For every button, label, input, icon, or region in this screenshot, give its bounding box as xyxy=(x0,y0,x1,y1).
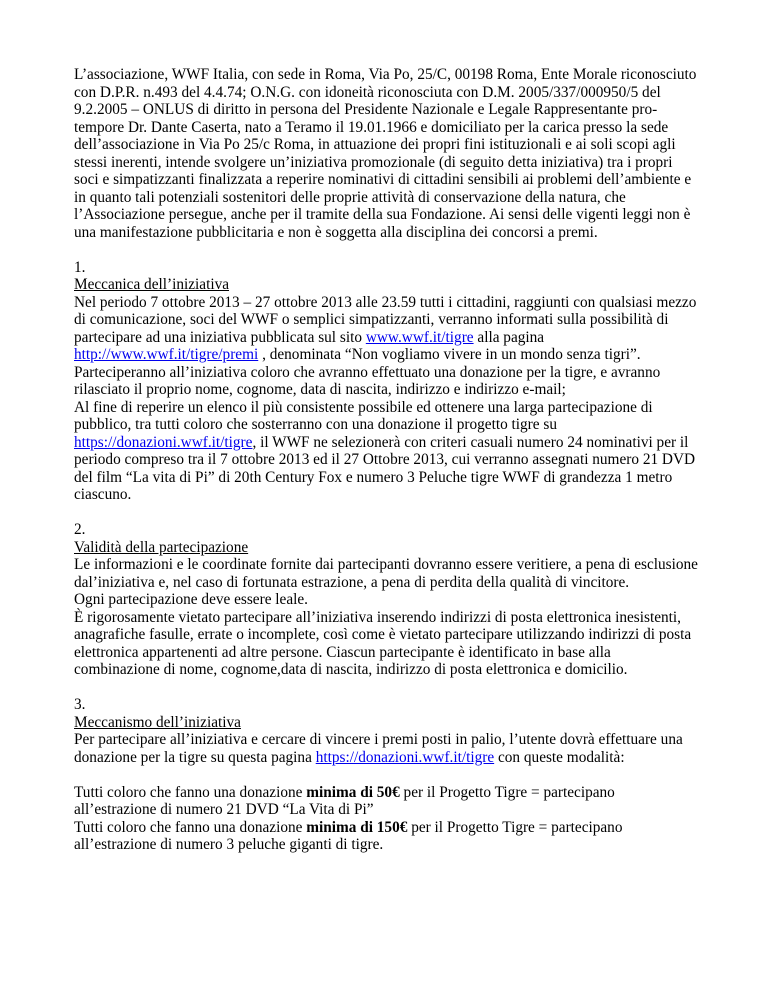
text-run: con queste modalità: xyxy=(494,748,625,766)
section-3 xyxy=(74,696,698,766)
section-1-paragraph-1 xyxy=(74,294,698,364)
section-2-paragraph-1: Le informazioni e le coordinate fornite dai partecipanti dovranno essere veritiere, a pena di esclusione dal’iniziativa e, nel caso di fortunata estrazione, a pena di perdita della qualità di vincitore. xyxy=(74,556,698,591)
section-2-number: 2. xyxy=(74,521,86,538)
document-page xyxy=(74,66,698,871)
section-2-title: Validità della partecipazione xyxy=(74,538,249,556)
text-run: , il WWF ne selezionerà con criteri casuali numero 24 nominativi per il periodo compreso tra il 7 ottobre 2013 ed il 27 Ottobre 2013, cui verranno assegnati numero 21 DVD del film “La vita di Pi” di 20th Century Fox e numero 3 Peluche tigre WWF di grandezza 1 metro ciascuno. xyxy=(74,433,696,503)
bold-amount-150: minima di 150€ xyxy=(306,818,408,836)
donazioni-tigre-link-2[interactable]: https://donazioni.wwf.it/tigre xyxy=(315,748,495,766)
text-run: Tutti coloro che fanno una donazione xyxy=(74,818,307,836)
section-1-paragraph-2: Parteciperanno all’iniziativa coloro che avranno effettuato una donazione per la tigre, e avranno rilasciato il proprio nome, cognome, data di nascita, indirizzo e indirizzo e-mail; xyxy=(74,363,661,398)
text-run: Tutti coloro che fanno una donazione xyxy=(74,783,307,801)
section-3-paragraph-1 xyxy=(74,731,698,766)
donazioni-tigre-link[interactable]: https://donazioni.wwf.it/tigre xyxy=(74,433,253,451)
section-2 xyxy=(74,521,698,679)
condition-150 xyxy=(74,819,698,854)
condition-50 xyxy=(74,784,698,819)
text-run: per il Progetto Tigre = partecipano all’estrazione di numero 21 DVD “La Vita di Pi” xyxy=(74,783,615,818)
wwf-tigre-premi-link[interactable]: http://www.wwf.it/tigre/premi xyxy=(74,346,259,363)
bold-amount-50: minima di 50€ xyxy=(306,783,400,801)
text-run: alla pagina xyxy=(473,328,545,346)
intro-paragraph: L’associazione, WWF Italia, con sede in Roma, Via Po, 25/C, 00198 Roma, Ente Morale riconosciuto con D.P.R. n.493 del 4.4.74; O.N.G. con idoneità riconosciuta con D.M. 2005/337/000950/5 del 9.2.2005 – ONLUS di diritto in persona del Presidente Nazionale e Legale Rappresentante pro-tempore Dr. Dante Caserta, nato a Teramo il 19.01.1966 e domiciliato per la carica presso la sede dell’associazione in Via Po 25/c Roma, in attuazione dei propri fini istituzionali e ai soli scopi agli stessi inerenti, intende svolgere un’iniziativa promozionale (di seguito detta iniziativa) tra i propri soci e simpatizzanti finalizzata a reperire nominativi di cittadini sensibili ai problemi dell’ambiente e in quanto tali potenziali sostenitori delle proprie attività di conservazione della natura, che l’Associazione persegue, anche per il tramite della sua Fondazione. Ai sensi delle vigenti leggi non è una manifestazione pubblicitaria e non è soggetta alla disciplina dei concorsi a premi. xyxy=(74,66,697,241)
section-2-paragraph-3: È rigorosamente vietato partecipare all’iniziativa inserendo indirizzi di posta elettronica inesistenti, anagrafiche fasulle, errate o incomplete, così come è vietato partecipare utilizzando indirizzi di posta elettronica appartenenti ad altre persone. Ciascun partecipante è identificato in base alla combinazione di nome, cognome,data di nascita, indirizzo di posta elettronica e domicilio. xyxy=(74,608,692,678)
section-1-title: Meccanica dell’iniziativa xyxy=(74,276,230,293)
section-1 xyxy=(74,259,698,504)
section-1-paragraph-3 xyxy=(74,399,698,504)
section-3-conditions xyxy=(74,784,698,854)
text-run: Per partecipare all’iniziativa e cercare di vincere i premi posti in palio, l’utente dovrà effettuare una donazione per la tigre su questa pagina xyxy=(74,731,683,766)
text-run: Nel periodo 7 ottobre 2013 – 27 ottobre 2013 alle 23.59 tutti i cittadini, raggiunti con qualsiasi mezzo di comunicazione, soci del WWF o semplici simpatizzanti, verranno informati sulla possibilità di partecipare ad una iniziativa pubblicata sul sito xyxy=(74,293,697,346)
text-run: Al fine di reperire un elenco il più consistente possibile ed ottenere una larga partecipazione di pubblico, tra tutti coloro che sosterranno con una donazione il progetto tigre su xyxy=(74,398,653,433)
section-2-paragraph-2: Ogni partecipazione deve essere leale. xyxy=(74,591,309,608)
text-run: , denominata “Non vogliamo vivere in un mondo senza tigri”. xyxy=(258,346,641,363)
section-1-number: 1. xyxy=(74,258,86,276)
wwf-tigre-link[interactable]: www.wwf.it/tigre xyxy=(365,328,474,346)
section-3-title: Meccanismo dell’iniziativa xyxy=(74,713,241,731)
section-3-number: 3. xyxy=(74,696,86,713)
text-run: per il Progetto Tigre = partecipano all’estrazione di numero 3 peluche giganti di tigre. xyxy=(74,818,623,853)
